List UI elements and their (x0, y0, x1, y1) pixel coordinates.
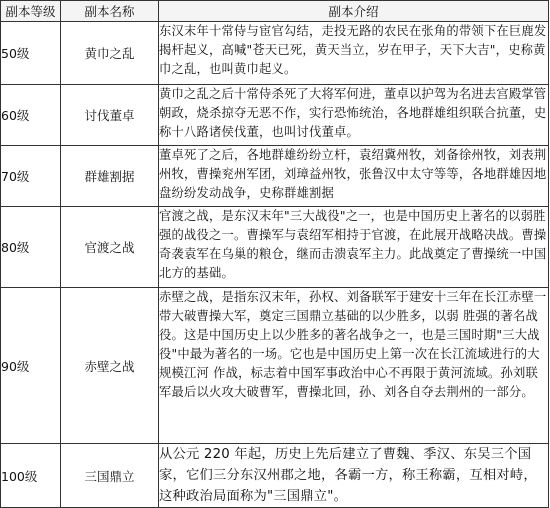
row-desc: 从公元 220 年起，历史上先后建立了曹魏、季汉、东吴三个国家，它们三分东汉州郡之地，各霸一方，称王称霸，互相对峙，这种政治局面称为"三国鼎立"。 (159, 444, 549, 508)
row-desc: 黄巾之乱之后十常侍杀死了大将军何进，董卓以护驾为名进去宫殿掌管朝政，烧杀掠夺无恶不作，实行恐怖统治，各地群雄组织联合抗董，史称十八路诸侯伐董，也叫讨伐董卓。 (159, 85, 549, 146)
row-name: 官渡之战 (61, 207, 159, 288)
table-row (1, 444, 549, 508)
row-name: 讨伐董卓 (61, 85, 159, 146)
row-level: 50级 (1, 22, 61, 85)
table-row (1, 288, 549, 444)
row-desc: 官渡之战，是东汉末年"三大战役"之一，也是中国历史上著名的以弱胜强的战役之一。曹操军与袁绍军相持于官渡，在此展开战略决战。曹操奇袭袁军在乌巢的粮仓，继而击溃袁军主力。此战奠定了曹操统一中国北方的基础。 (159, 207, 549, 288)
row-level: 80级 (1, 207, 61, 288)
row-name: 赤壁之战 (61, 288, 159, 444)
header-desc: 副本介绍 (159, 1, 549, 22)
table-header-row (1, 1, 549, 22)
row-desc: 董卓死了之后，各地群雄纷纷立杆，袁绍冀州牧，刘备徐州牧，刘表荆州牧，曹操兖州军团，刘璋益州牧，张鲁汉中太守等等，各地群雄因地盘纷纷发动战争，史称群雄割据 (159, 146, 549, 207)
header-name: 副本名称 (61, 1, 159, 22)
table-row (1, 207, 549, 288)
row-level: 60级 (1, 85, 61, 146)
row-name: 群雄割据 (61, 146, 159, 207)
table-row (1, 22, 549, 85)
row-name: 三国鼎立 (61, 444, 159, 508)
table-row (1, 85, 549, 146)
table-row (1, 146, 549, 207)
row-name: 黄巾之乱 (61, 22, 159, 85)
header-level: 副本等级 (1, 1, 61, 22)
row-desc: 赤壁之战，是指东汉末年，孙权、刘备联军于建安十三年在长江赤壁一带大破曹操大军，奠定三国鼎立基础的以少胜多，以弱 胜强的著名战役。这是中国历史上以少胜多的著名战争之一，也是三国时期"三大战役"中最为著名的一场。它也是中国历史上第一次在长江流域进行的大规模江河 作战，标志着中国军事政治中心不再限于黄河流域。孙刘联军最后以火攻大破曹军，曹操北回，孙、刘各自夺去荆州的一部分。 (159, 288, 549, 444)
row-level: 90级 (1, 288, 61, 444)
row-level: 70级 (1, 146, 61, 207)
row-desc: 东汉末年十常侍与宦官勾结，走投无路的农民在张角的带领下在巨鹿发揭杆起义，高喊"苍天已死，黄天当立，岁在甲子，天下大吉"，史称黄巾之乱，也叫黄巾起义。 (159, 22, 549, 85)
row-level: 100级 (1, 444, 61, 508)
